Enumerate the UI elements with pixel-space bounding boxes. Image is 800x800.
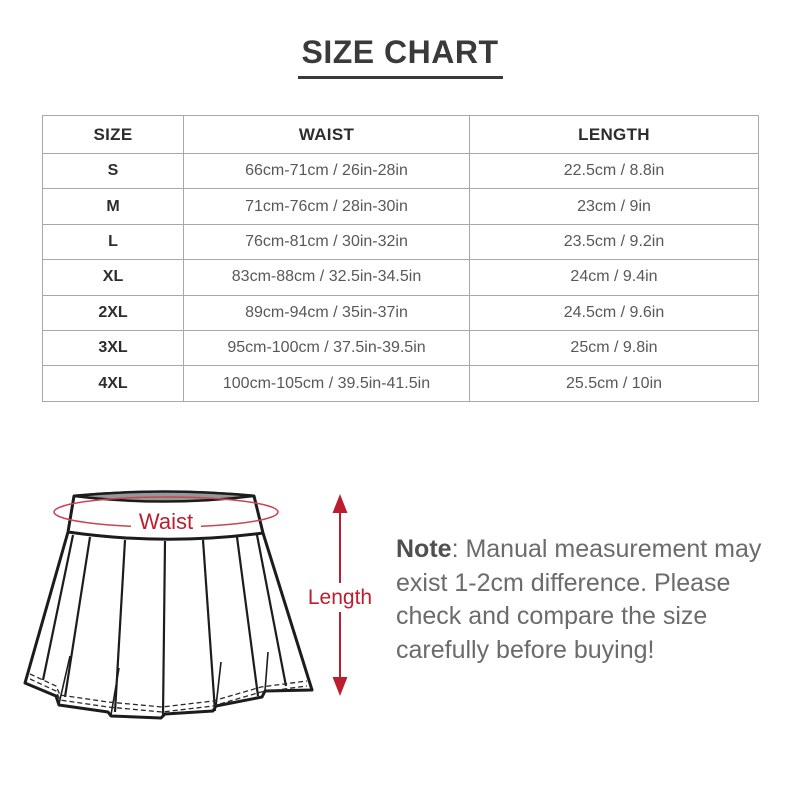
- length-cell: 23cm / 9in: [470, 189, 759, 224]
- waist-cell: 71cm-76cm / 28in-30in: [184, 189, 470, 224]
- table-row: [43, 189, 759, 224]
- note-label: Note: [396, 535, 452, 563]
- table-row: [43, 154, 759, 189]
- length-cell: 24cm / 9.4in: [470, 260, 759, 295]
- length-label: Length: [307, 586, 373, 609]
- header-size: SIZE: [43, 116, 184, 154]
- waist-cell: 76cm-81cm / 30in-32in: [184, 224, 470, 259]
- length-cell: 25.5cm / 10in: [470, 366, 759, 401]
- length-annotation: [308, 494, 372, 696]
- arrow-down-icon: [333, 677, 348, 696]
- table-row: [43, 295, 759, 330]
- page-title: SIZE CHART: [298, 34, 503, 79]
- header-length: LENGTH: [470, 116, 759, 154]
- note-block: [396, 533, 766, 667]
- note-line: check and compare the size: [396, 602, 708, 630]
- length-cell: 25cm / 9.8in: [470, 330, 759, 365]
- note-line1-text: : Manual measurement may: [451, 535, 762, 563]
- size-cell: 4XL: [43, 366, 184, 401]
- length-cell: 23.5cm / 9.2in: [470, 224, 759, 259]
- length-cell: 24.5cm / 9.6in: [470, 295, 759, 330]
- waist-cell: 66cm-71cm / 26in-28in: [184, 154, 470, 189]
- size-chart-table: [42, 115, 759, 402]
- note-line: carefully before buying!: [396, 635, 655, 664]
- skirt-measurement-diagram: [15, 470, 385, 740]
- header-waist: WAIST: [184, 116, 470, 154]
- size-cell: S: [43, 154, 184, 189]
- table-row: [43, 260, 759, 295]
- size-cell: 2XL: [43, 295, 184, 330]
- table-header-row: [43, 116, 759, 154]
- note-line: [396, 533, 766, 567]
- waist-cell: 83cm-88cm / 32.5in-34.5in: [184, 260, 470, 295]
- table-row: [43, 330, 759, 365]
- waist-label: Waist: [138, 509, 194, 534]
- size-cell: L: [43, 224, 184, 259]
- size-cell: M: [43, 189, 184, 224]
- size-cell: XL: [43, 260, 184, 295]
- waist-cell: 100cm-105cm / 39.5in-41.5in: [184, 366, 470, 401]
- length-cell: 22.5cm / 8.8in: [470, 154, 759, 189]
- waist-cell: 89cm-94cm / 35in-37in: [184, 295, 470, 330]
- waist-cell: 95cm-100cm / 37.5in-39.5in: [184, 330, 470, 365]
- size-cell: 3XL: [43, 330, 184, 365]
- table-row: [43, 224, 759, 259]
- note-line: exist 1-2cm difference. Please: [396, 568, 731, 597]
- table-row: [43, 366, 759, 401]
- arrow-up-icon: [333, 494, 348, 513]
- page-title-wrap: [0, 34, 800, 79]
